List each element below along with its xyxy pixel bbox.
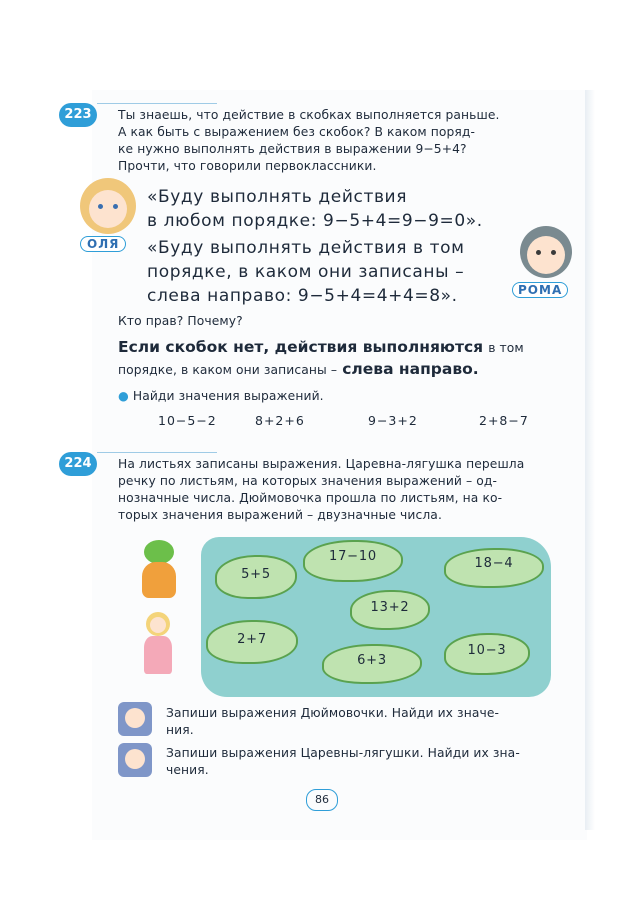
task-223-line-2: А как быть с выражением без скобок? В каком поряд- (118, 125, 476, 139)
task-b-line-1: Запиши выражения Царевны-лягушки. Найди их зна- (166, 746, 520, 760)
leaf-5-expression: 2+7 (237, 632, 267, 647)
task-224-line-2: речку по листьям, на которых значения выражений – од- (118, 474, 498, 488)
roma-quote-line-2: порядке, в каком они записаны – (147, 262, 465, 282)
task-a-line-2: ния. (166, 723, 194, 737)
task-224-line-4: торых значения выражений – двузначные числа. (118, 508, 442, 522)
task-223-line-1: Ты знаешь, что действие в скобках выполняется раньше. (118, 108, 500, 122)
leaf-6-expression: 6+3 (357, 653, 387, 668)
boy-avatar-icon (118, 743, 152, 777)
roma-quote-line-1: «Буду выполнять действия в том (147, 238, 465, 258)
frog-princess-image (130, 536, 190, 606)
task-223-rule (97, 103, 217, 104)
rule-bold-2: слева направо. (342, 360, 479, 378)
expression-4: 2+8−7 (479, 413, 529, 428)
find-values-text: Найди значения выражений. (132, 389, 324, 403)
task-224-line-3: нозначные числа. Дюймовочка прошла по листьям, на ко- (118, 491, 503, 505)
expression-1: 10−5−2 (158, 413, 217, 428)
leaf-4-expression: 13+2 (370, 600, 410, 615)
rule-bold: Если скобок нет, действия выполняются (118, 338, 484, 356)
olya-quote-line-2: в любом порядке: 9−5+4=9−9=0». (147, 211, 483, 231)
roma-quote-line-3: слева направо: 9−5+4=4+4=8». (147, 286, 458, 306)
olya-quote-line-1: «Буду выполнять действия (147, 187, 408, 207)
page-number: 86 (306, 789, 338, 811)
leaf-2-expression: 17−10 (329, 549, 377, 564)
task-a-line-1: Запиши выражения Дюймовочки. Найди их значе- (166, 706, 500, 720)
task-223-badge: 223 (59, 103, 97, 127)
task-224-rule (97, 452, 217, 453)
task-b-line-2: чения. (166, 763, 209, 777)
leaf-1-expression: 5+5 (241, 567, 271, 582)
roma-name-tag: РОМА (512, 282, 568, 298)
task-223-line-3: ке нужно выполнять действия в выражении 9−5+4? (118, 142, 467, 156)
bullet-icon: ● (118, 389, 133, 403)
rule-line-2 (118, 359, 479, 379)
task-224-badge: 224 (59, 452, 97, 476)
task-223-line-4: Прочти, что говорили первоклассники. (118, 159, 377, 173)
roma-avatar (520, 226, 572, 278)
girl-avatar-icon (118, 702, 152, 736)
leaf-7-expression: 10−3 (467, 643, 507, 658)
rule-line-1 (118, 337, 524, 357)
leaf-3-expression: 18−4 (474, 556, 514, 571)
olya-avatar (80, 178, 136, 234)
question: Кто прав? Почему? (118, 314, 243, 328)
page-edge (585, 90, 595, 830)
expression-3: 9−3+2 (368, 413, 418, 428)
find-values-line (118, 388, 324, 405)
olya-name-tag: ОЛЯ (80, 236, 126, 252)
rule-tail: в том (488, 341, 524, 355)
expression-2: 8+2+6 (255, 413, 305, 428)
rule-line-2-text: порядке, в каком они записаны – (118, 363, 338, 377)
thumbelina-image (138, 610, 178, 688)
task-224-line-1: На листьях записаны выражения. Царевна-лягушка перешла (118, 457, 525, 471)
